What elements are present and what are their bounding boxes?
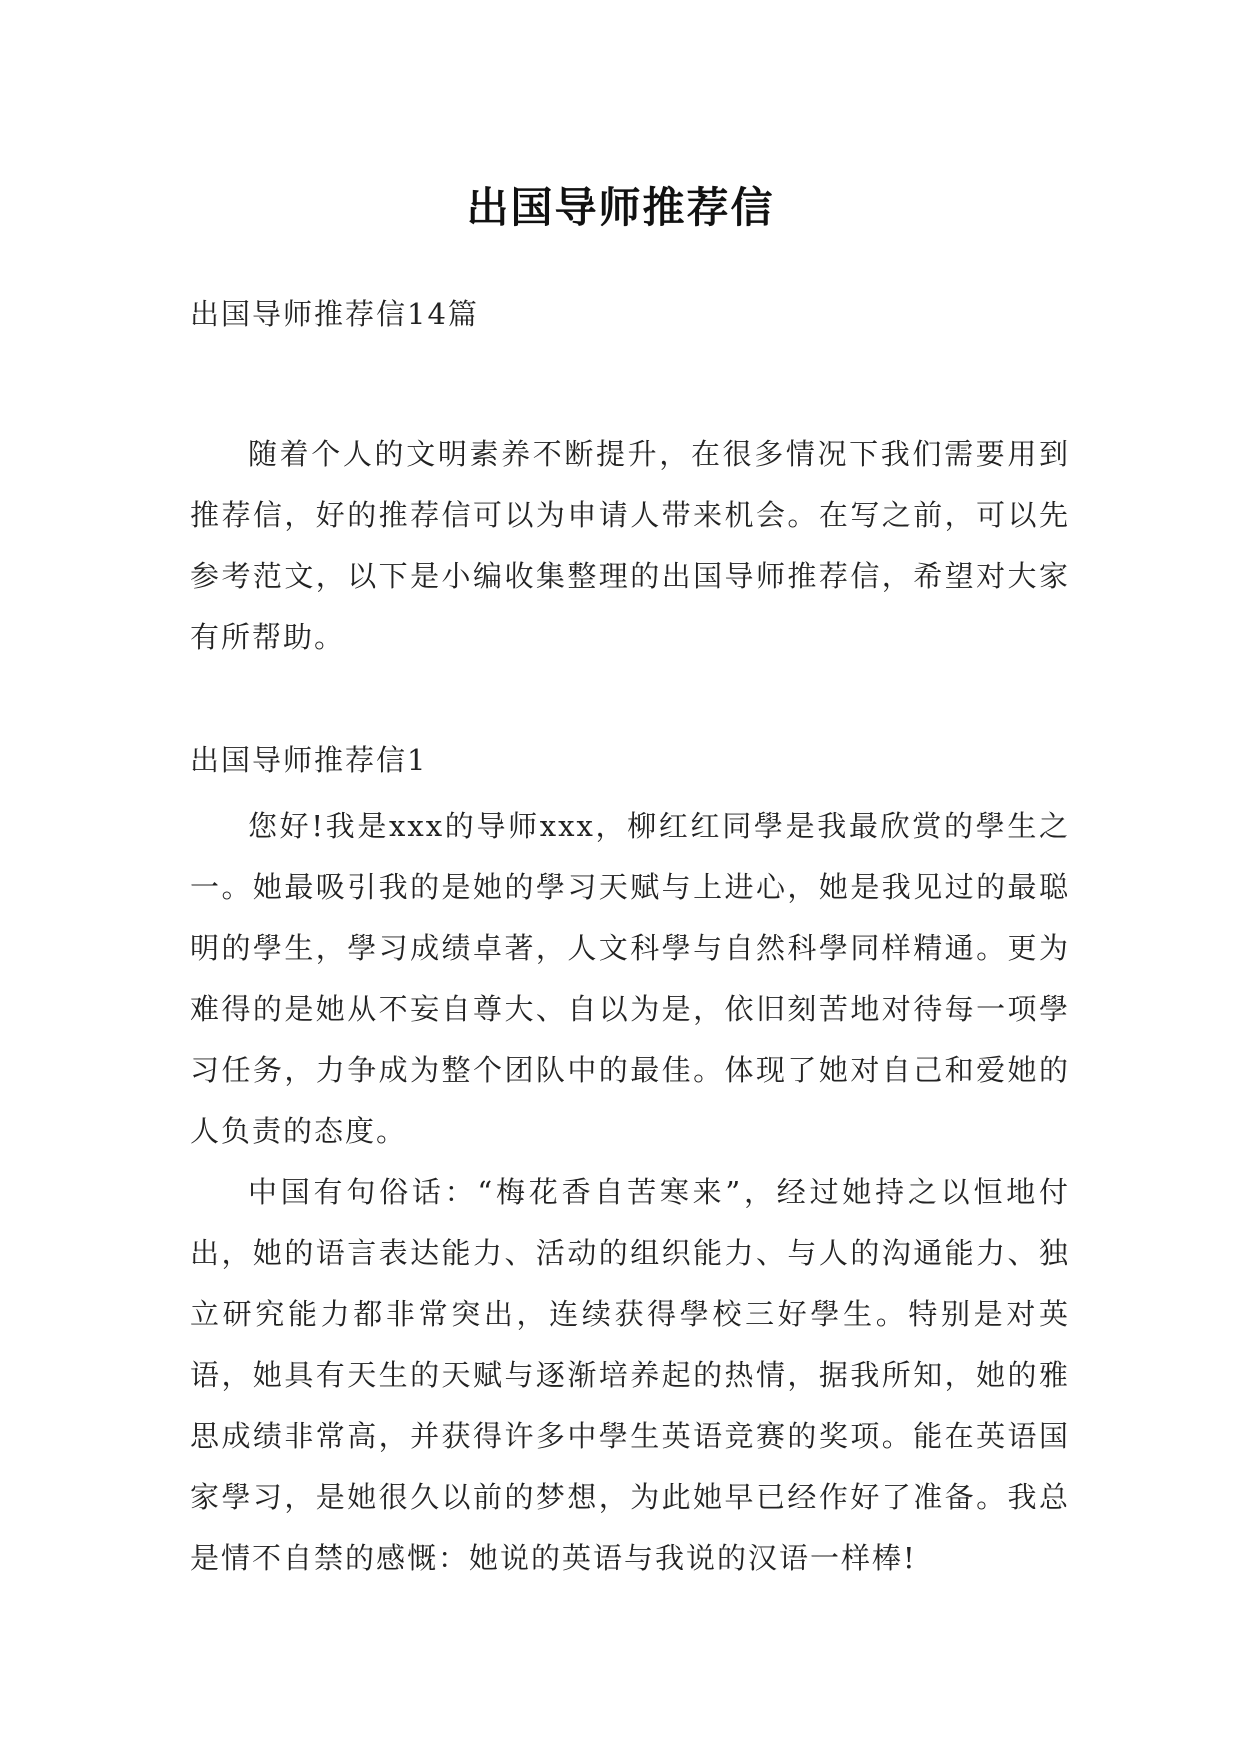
body-paragraph-2: 中国有句俗话：“梅花香自苦寒来”，经过她持之以恒地付出，她的语言表达能力、活动的组织能力、与人的沟通能力、独立研究能力都非常突出，连续获得學校三好學生。特别是对英语，她具有天生的天赋与逐渐培养起的热情，据我所知，她的雅思成绩非常高，并获得许多中學生英语竞赛的奖项。能在英语国家學习，是她很久以前的梦想，为此她早已经作好了准备。我总是情不自禁的感慨：她说的英语与我说的汉语一样棒! (190, 1175, 1070, 1575)
document-body (190, 294, 1070, 1589)
document-title: 出国导师推荐信 (466, 183, 775, 233)
body-paragraph-1: 您好!我是xxx的导师xxx，柳红红同學是我最欣赏的學生之一。她最吸引我的是她的學习天赋与上进心，她是我见过的最聪明的學生，學习成绩卓著，人文科學与自然科學同样精通。更为难得的是她从不妄自尊大、自以为是，依旧刻苦地对待每一项學习任务，力争成为整个团队中的最佳。体现了她对自己和爱她的人负责的态度。 (190, 809, 1070, 1148)
document-subtitle: 出国导师推荐信14篇 (190, 297, 479, 331)
intro-paragraph: 随着个人的文明素养不断提升，在很多情况下我们需要用到推荐信，好的推荐信可以为申请人带来机会。在写之前，可以先参考范文，以下是小编收集整理的出国导师推荐信，希望对大家有所帮助。 (190, 437, 1070, 654)
section-heading: 出国导师推荐信1 (190, 743, 428, 777)
